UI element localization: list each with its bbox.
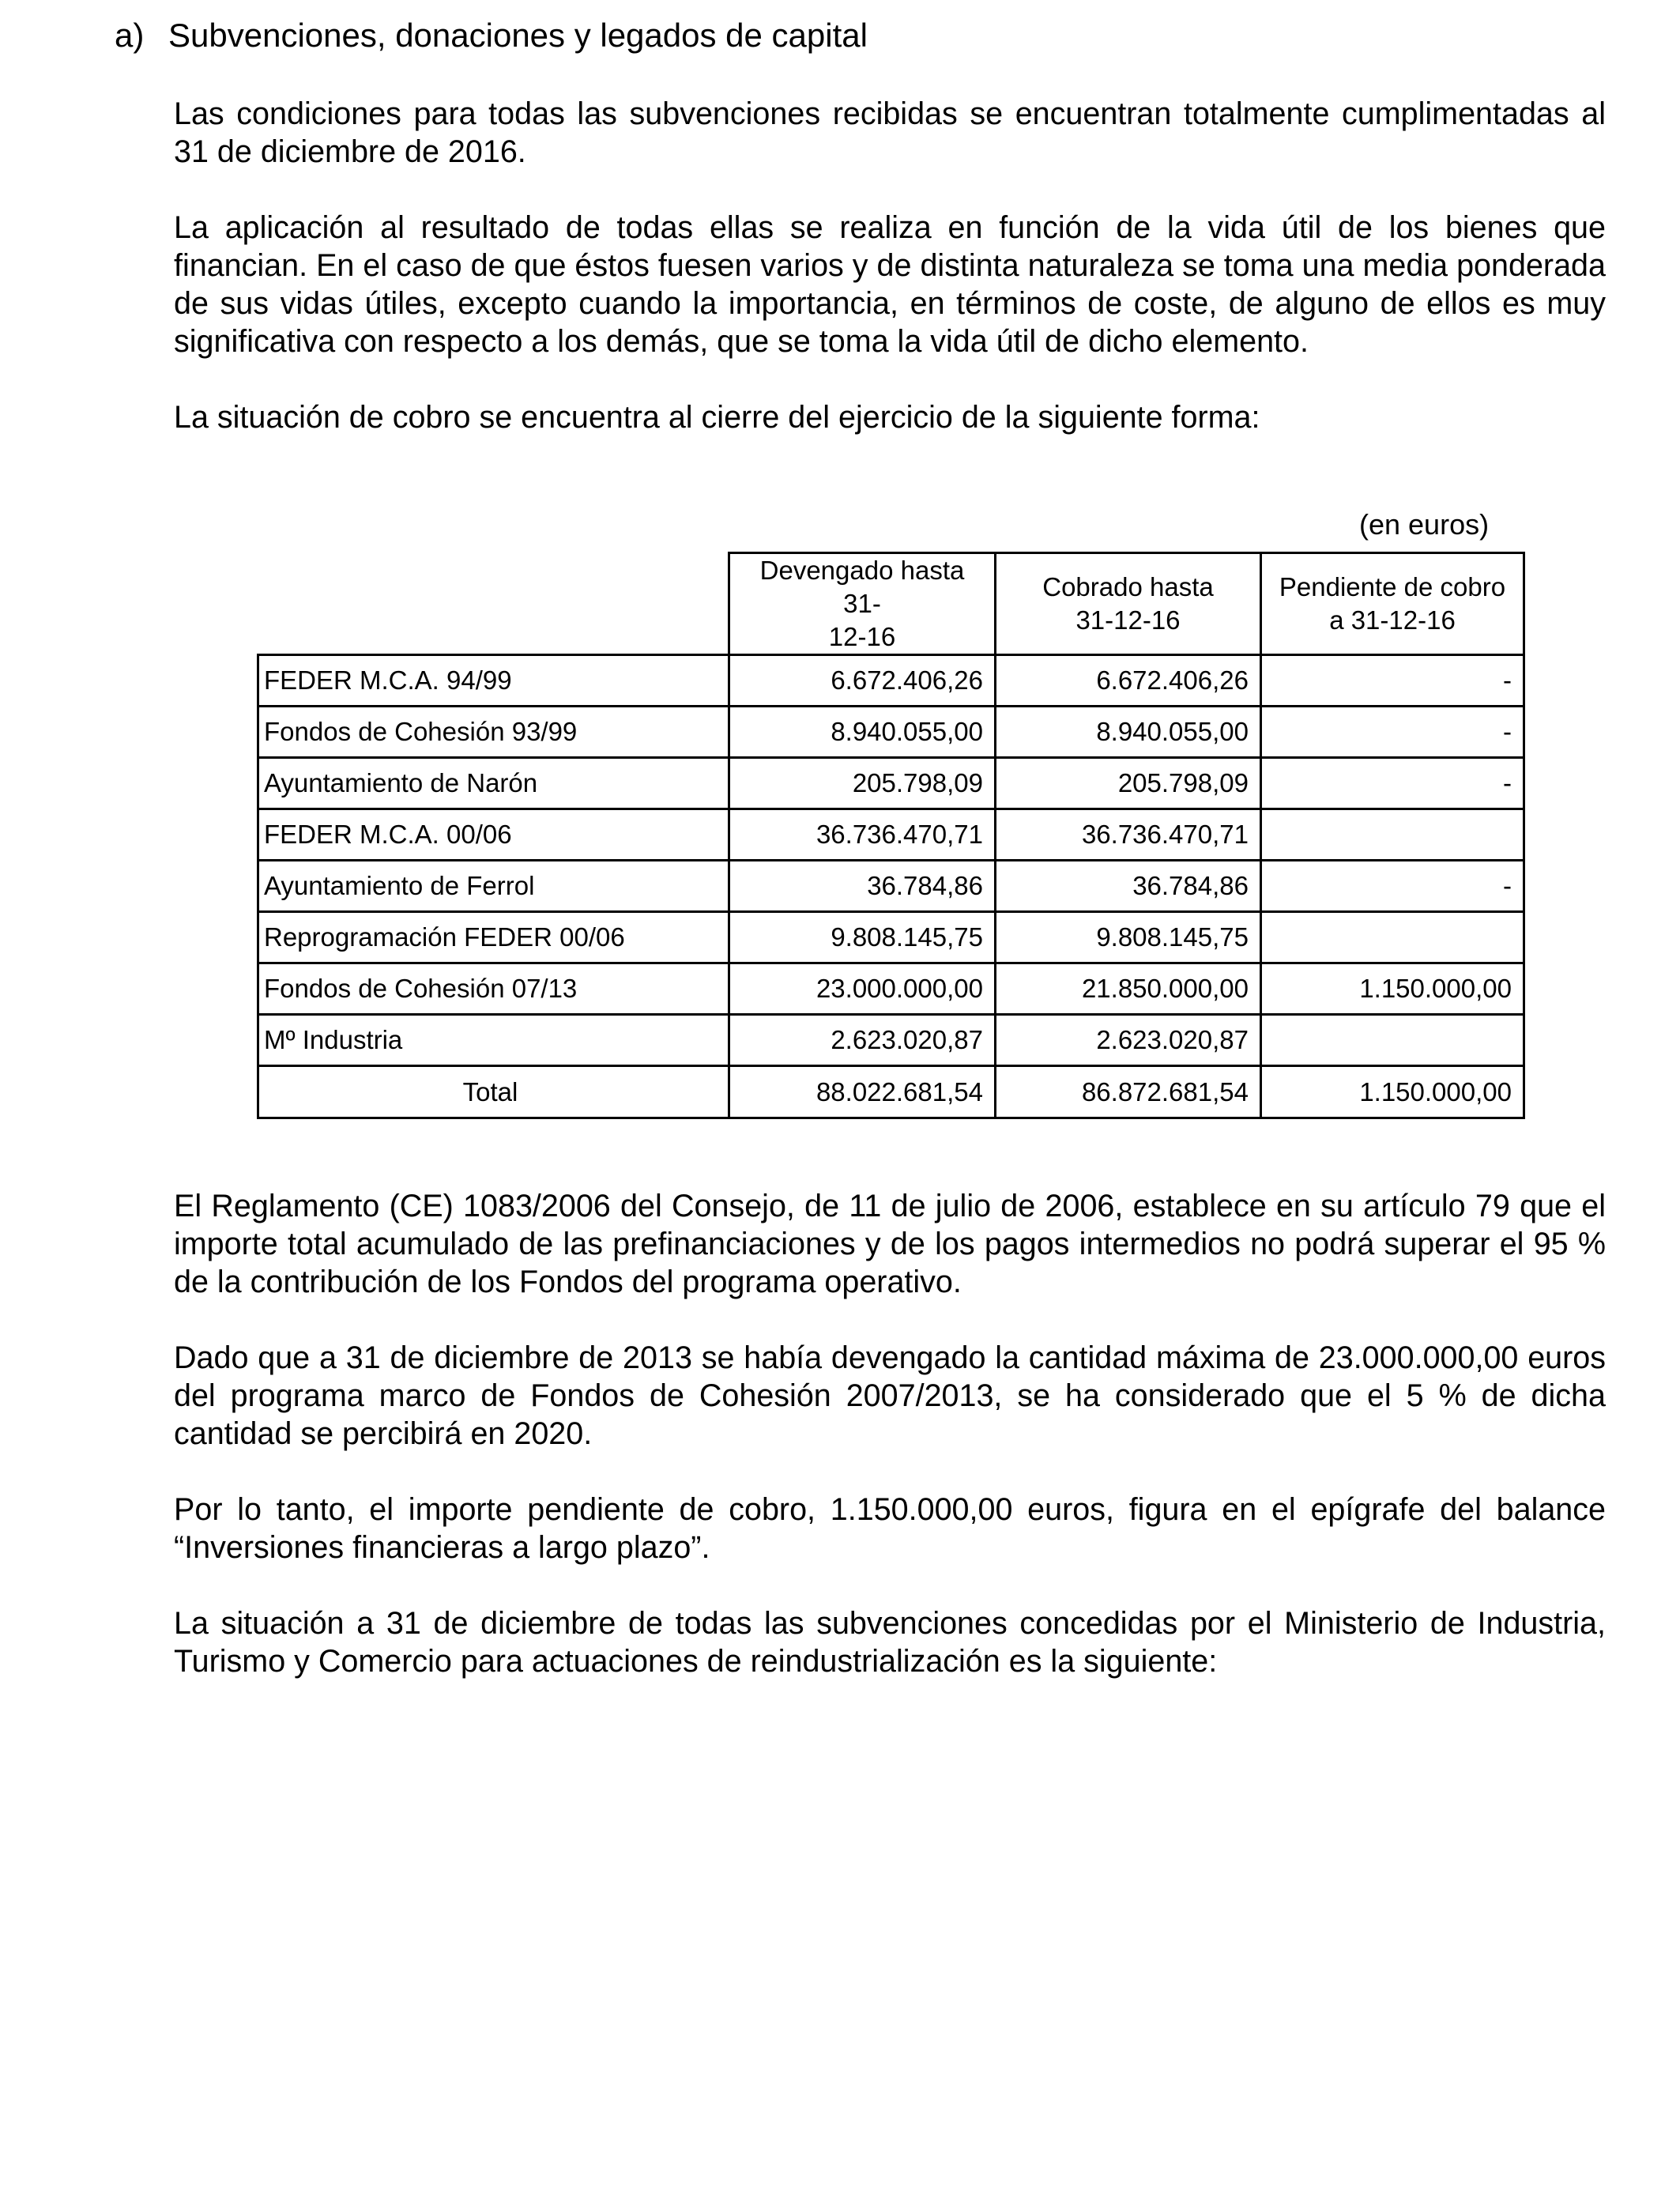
- row-devengado: 2.623.020,87: [729, 1015, 996, 1066]
- row-cobrado: 9.808.145,75: [996, 912, 1261, 963]
- row-cobrado: 8.940.055,00: [996, 707, 1261, 758]
- row-name: Reprogramación FEDER 00/06: [258, 912, 729, 963]
- table-total-row: [258, 1066, 1524, 1118]
- paragraph-regulation: El Reglamento (CE) 1083/2006 del Consejo, de 11 de julio de 2006, establece en su artículo 79 que el importe total acumulado de las prefinanciaciones y de los pagos intermedios no podrá superar el 95 % de la contribución de los Fondos del programa operativo.: [174, 1189, 1606, 1299]
- row-pendiente: [1261, 912, 1524, 963]
- table-row: [258, 912, 1524, 963]
- row-pendiente: -: [1261, 861, 1524, 912]
- table-row: [258, 758, 1524, 809]
- table-row: [258, 861, 1524, 912]
- row-devengado: 9.808.145,75: [729, 912, 996, 963]
- row-cobrado: 36.736.470,71: [996, 809, 1261, 861]
- paragraph-collection-status: La situación de cobro se encuentra al cierre del ejercicio de la siguiente forma:: [174, 400, 1260, 435]
- row-pendiente: -: [1261, 707, 1524, 758]
- table-row: [258, 707, 1524, 758]
- row-devengado: 36.784,86: [729, 861, 996, 912]
- paragraph-ministry-grants: La situación a 31 de diciembre de todas las subvenciones concedidas por el Ministerio de Industria, Turismo y Comercio para actuaciones de reindustrialización es la siguiente:: [174, 1606, 1606, 1679]
- total-pendiente: 1.150.000,00: [1261, 1066, 1524, 1118]
- total-label: Total: [258, 1066, 729, 1118]
- row-devengado: 36.736.470,71: [729, 809, 996, 861]
- row-cobrado: 2.623.020,87: [996, 1015, 1261, 1066]
- row-name: FEDER M.C.A. 94/99: [258, 655, 729, 707]
- header-pendiente: Pendiente de cobro a 31-12-16: [1261, 553, 1524, 655]
- row-devengado: 23.000.000,00: [729, 963, 996, 1015]
- row-pendiente: 1.150.000,00: [1261, 963, 1524, 1015]
- header-cobrado: Cobrado hasta 31-12-16: [996, 553, 1261, 655]
- row-name: Ayuntamiento de Ferrol: [258, 861, 729, 912]
- section-title: Subvenciones, donaciones y legados de capital: [168, 17, 868, 54]
- row-pendiente: [1261, 809, 1524, 861]
- header-devengado: Devengado hasta 31- 12-16: [729, 553, 996, 655]
- section-marker: a): [115, 17, 145, 54]
- section-heading: [115, 16, 868, 55]
- paragraph-cohesion-funds: Dado que a 31 de diciembre de 2013 se había devengado la cantidad máxima de 23.000.000,00 euros del programa marco de Fondos de Cohesión 2007/2013, se ha considerado que el 5 % de dicha cantidad se percibirá en 2020.: [174, 1340, 1606, 1451]
- header-blank: [258, 553, 729, 655]
- table-row: [258, 963, 1524, 1015]
- row-devengado: 6.672.406,26: [729, 655, 996, 707]
- row-devengado: 8.940.055,00: [729, 707, 996, 758]
- paragraph-pending-amount: Por lo tanto, el importe pendiente de cobro, 1.150.000,00 euros, figura en el epígrafe del balance “Inversiones financieras a largo plazo”.: [174, 1492, 1606, 1565]
- row-name: Fondos de Cohesión 93/99: [258, 707, 729, 758]
- table-row: [258, 809, 1524, 861]
- total-cobrado: 86.872.681,54: [996, 1066, 1261, 1118]
- row-cobrado: 36.784,86: [996, 861, 1261, 912]
- paragraph-conditions: Las condiciones para todas las subvenciones recibidas se encuentran totalmente cumplimentadas al 31 de diciembre de 2016.: [174, 96, 1606, 169]
- total-devengado: 88.022.681,54: [729, 1066, 996, 1118]
- grants-table: [257, 552, 1525, 1119]
- table-row: [258, 655, 1524, 707]
- row-cobrado: 21.850.000,00: [996, 963, 1261, 1015]
- row-cobrado: 6.672.406,26: [996, 655, 1261, 707]
- row-name: Fondos de Cohesión 07/13: [258, 963, 729, 1015]
- row-name: FEDER M.C.A. 00/06: [258, 809, 729, 861]
- row-cobrado: 205.798,09: [996, 758, 1261, 809]
- table-header-row: [258, 553, 1524, 655]
- paragraph-application: La aplicación al resultado de todas ellas se realiza en función de la vida útil de los bienes que financian. En el caso de que éstos fuesen varios y de distinta naturaleza se toma una media ponderada de sus vidas útiles, excepto cuando la importancia, en términos de coste, de alguno de ellos es muy significativa con respecto a los demás, que se toma la vida útil de dicho elemento.: [174, 210, 1606, 359]
- table-row: [258, 1015, 1524, 1066]
- row-name: Ayuntamiento de Narón: [258, 758, 729, 809]
- row-pendiente: -: [1261, 655, 1524, 707]
- row-pendiente: [1261, 1015, 1524, 1066]
- table-unit-note: (en euros): [1359, 508, 1490, 541]
- row-devengado: 205.798,09: [729, 758, 996, 809]
- row-pendiente: -: [1261, 758, 1524, 809]
- row-name: Mº Industria: [258, 1015, 729, 1066]
